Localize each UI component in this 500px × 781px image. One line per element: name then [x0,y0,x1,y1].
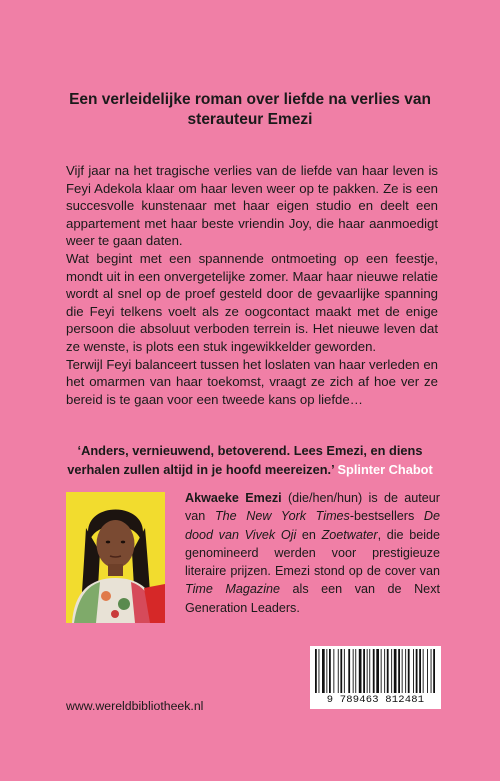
quote-source: Splinter Chabot [337,462,433,477]
book-title: Zoetwater [321,527,378,542]
book-title: De dood van Vivek Oji [185,509,440,542]
isbn-barcode [310,646,441,709]
barcode-bars-icon [314,649,437,693]
author-bio [185,489,440,617]
author-bio-text: Akwaeke Emezi (die/hen/hun) is de auteur van The New York Times-bestsellers De dood van Vivek Oji en Zoetwater, die beide genomineerd werden voor prestigieuze literaire prijzen. Emezi stond op de cover van Time Magazine als een van de Next Generation Leaders. [185,491,441,615]
headline: Een verleidelijke roman over liefde na verlies van sterauteur Emezi [69,91,431,128]
isbn-number: 9 789463 812481 [326,694,425,706]
publication-title: The New York Times [214,509,350,524]
blurb [66,162,438,408]
magazine-title: Time Magazine [185,582,281,597]
blurb-paragraph-3: Terwijl Feyi balanceert tussen het loslaten van haar verleden en het omarmen van haar toekomst, vraagt ze zich af hoe ver ze bereid is te gaan voor een tweede kans op liefde… [66,356,438,407]
author-name: Akwaeke Emezi [185,491,282,505]
blurb-paragraph-2: Wat begint met een spannende ontmoeting op een feestje, mondt uit in een onvergetelijke zomer. Maar haar nieuwe relatie wordt al snel op de proef gesteld door de gevaarlijke spanning die Feyi telkens voelt als ze oogcontact maakt met de enige persoon die absoluut verboden terrein is. Het nieuwe leven dat ze wenste, is plots een stuk ingewikkelder geworden. [66,250,438,354]
quote-text: ‘Anders, vernieuwend, betoverend. Lees Emezi, en diens verhalen zullen altijd in je hoofd meereizen.’ [67,443,423,477]
author-portrait-illustration [66,492,165,623]
blurb-paragraph-1: Vijf jaar na het tragische verlies van de liefde van haar leven is Feyi Adekola klaar om haar leven weer op te pakken. Ze is een succesvolle kunstenaar met haar eigen studio en deelt een appartement met haar beste vriendin Joy, die haar aanmoedigt weer te gaan daten. [66,163,438,249]
review-quote [62,441,438,479]
author-photo [66,492,165,623]
publisher-website: www.wereldbibliotheek.nl [66,699,204,713]
